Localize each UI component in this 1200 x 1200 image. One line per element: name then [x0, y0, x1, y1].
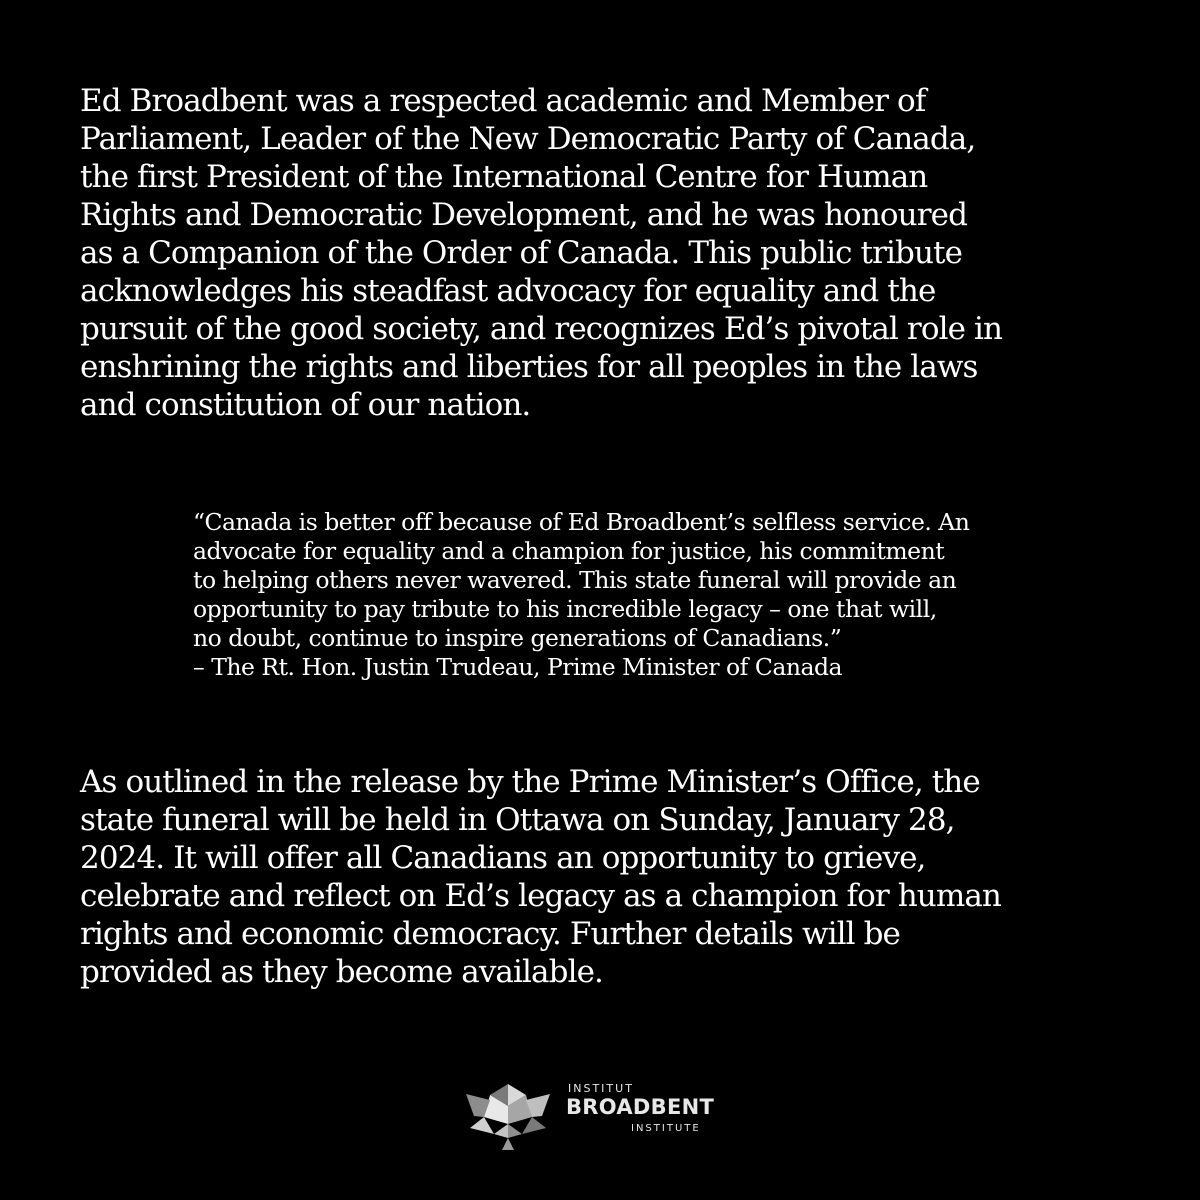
paragraph-line: the first President of the International Centre for Human — [80, 159, 928, 195]
paragraph-line: state funeral will be held in Ottawa on Sunday, January 28, — [80, 802, 955, 838]
quote-line: to helping others never wavered. This state funeral will provide an — [193, 566, 957, 594]
paragraph-line: acknowledges his steadfast advocacy for equality and the — [80, 273, 936, 309]
quote-line: opportunity to pay tribute to his incredible legacy – one that will, — [193, 595, 937, 623]
paragraph-line: celebrate and reflect on Ed’s legacy as a champion for human — [80, 878, 1001, 914]
paragraph-line: and constitution of our nation. — [80, 387, 531, 423]
broadbent-institute-logo — [462, 1080, 752, 1160]
quote-line: no doubt, continue to inspire generations of Canadians.” — [193, 624, 842, 652]
paragraph-line: Parliament, Leader of the New Democratic Party of Canada, — [80, 121, 976, 157]
paragraph-line: Ed Broadbent was a respected academic and Member of — [80, 83, 926, 119]
logo-text-main: BROADBENT — [566, 1095, 715, 1119]
paragraph-line: 2024. It will offer all Canadians an opportunity to grieve, — [80, 840, 926, 876]
paragraph-line: As outlined in the release by the Prime Minister’s Office, the — [80, 764, 980, 800]
logo-text-bottom: INSTITUTE — [631, 1123, 701, 1134]
paragraph-line: enshrining the rights and liberties for all peoples in the laws — [80, 349, 978, 385]
quote-attribution: – The Rt. Hon. Justin Trudeau, Prime Minister of Canada — [193, 653, 843, 681]
paragraph-line: as a Companion of the Order of Canada. This public tribute — [80, 235, 963, 271]
quote-line: advocate for equality and a champion for justice, his commitment — [193, 537, 945, 565]
logo-text-top: INSTITUT — [568, 1082, 634, 1095]
paragraph-line: provided as they become available. — [80, 954, 603, 990]
paragraph-line: pursuit of the good society, and recognizes Ed’s pivotal role in — [80, 311, 1003, 347]
maple-leaf-logo-icon — [462, 1080, 554, 1152]
paragraph-line: Rights and Democratic Development, and he was honoured — [80, 197, 968, 233]
quote-line: “Canada is better off because of Ed Broadbent’s selfless service. An — [193, 508, 970, 536]
paragraph-line: rights and economic democracy. Further details will be — [80, 916, 900, 952]
